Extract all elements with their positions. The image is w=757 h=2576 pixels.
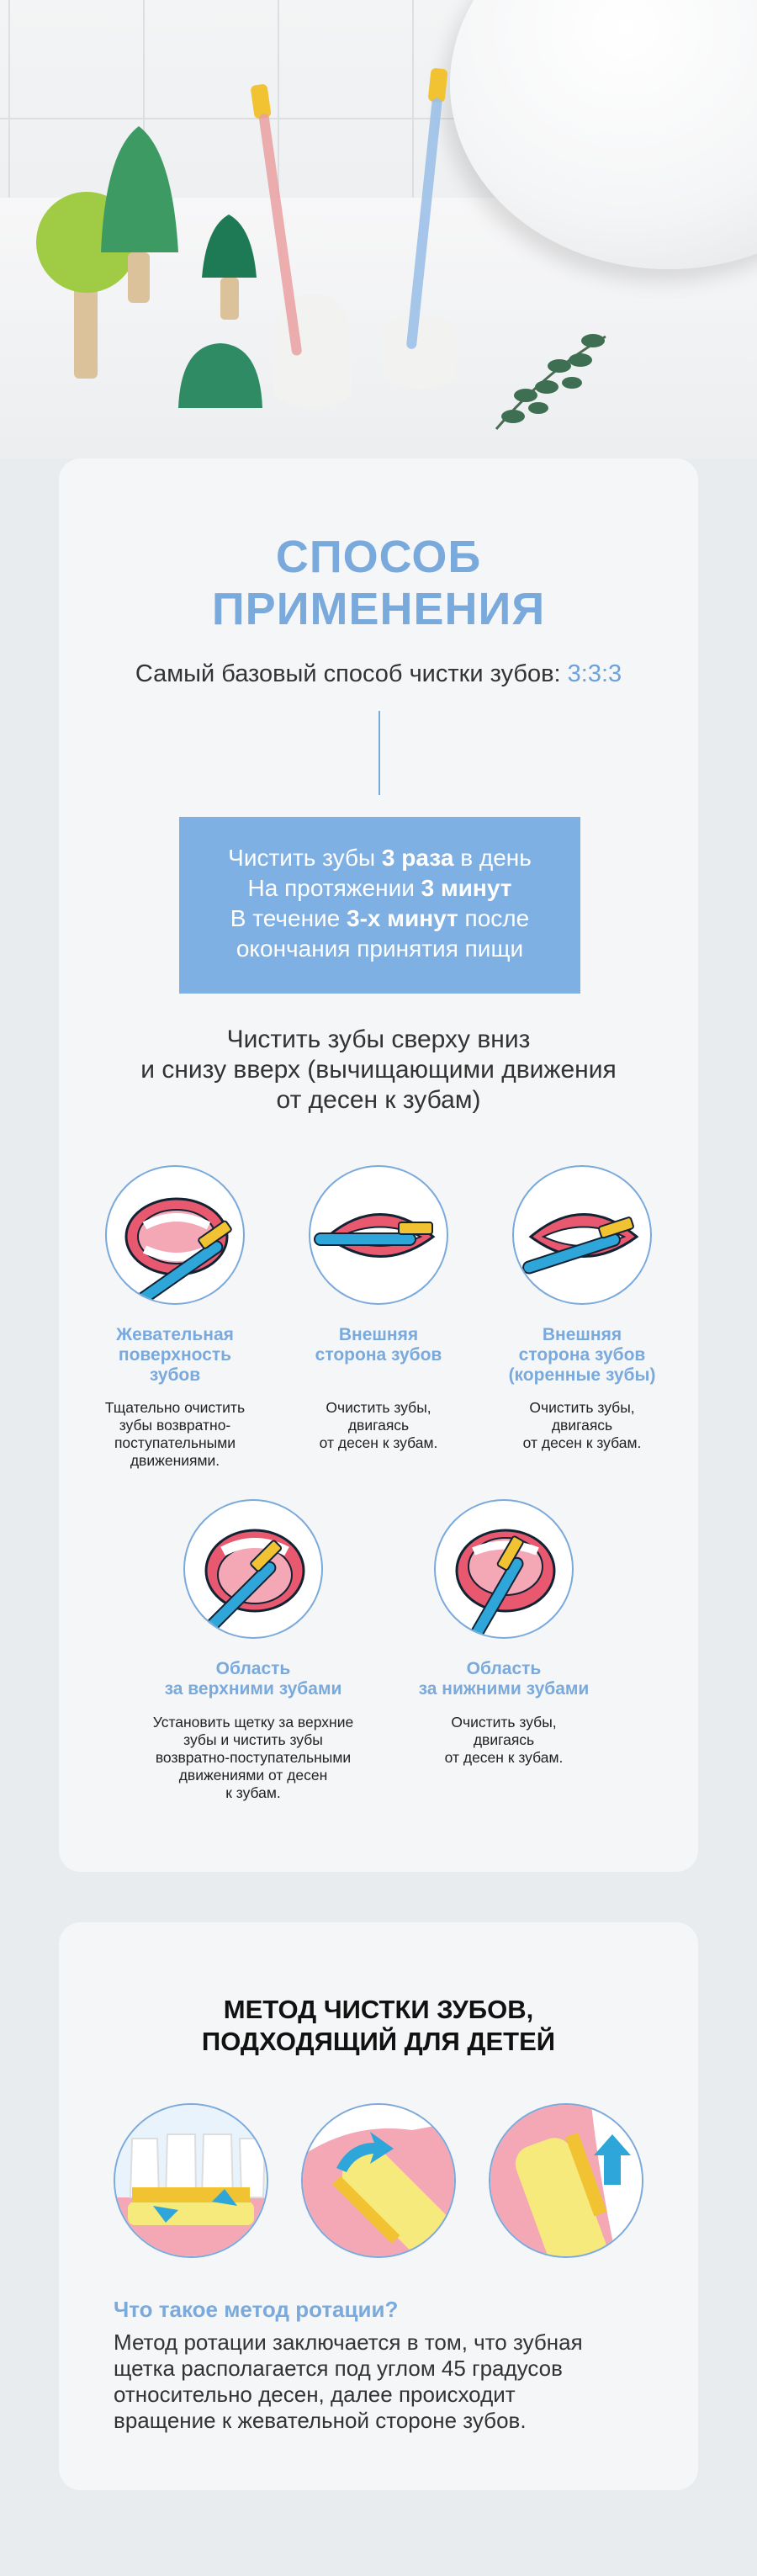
method-desc: Очистить зубы, двигаясь от десен к зубам.: [522, 1399, 642, 1451]
hero-photo: [0, 0, 757, 458]
question-heading: Что такое метод ротации?: [114, 2297, 399, 2322]
tree-drop: [202, 215, 257, 278]
section2-title-line1: МЕТОД ЧИСТКИ ЗУБОВ,: [223, 1995, 534, 2024]
method-desc: Тщательно очистить зубы возвратно- поступательными движениями.: [104, 1399, 246, 1469]
tree-trunk: [74, 286, 98, 379]
method-desc: Очистить зубы, двигаясь от десен к зубам.: [444, 1714, 564, 1766]
instruction-text: Чистить зубы сверху вниз и снизу вверх (вычищающими движения от десен к зубам): [140, 1026, 617, 1114]
bathroom-objects: [0, 0, 757, 458]
tree-trunk: [128, 252, 150, 303]
outer-molars-illustration: [512, 1165, 652, 1305]
upper-inner-illustration: [183, 1499, 323, 1639]
subtitle-accent: 3:3:3: [567, 660, 622, 687]
rotation-step2-illustration: [301, 2103, 456, 2258]
method-title: Внешняя сторона зубов (коренные зубы): [508, 1325, 656, 1385]
answer-text: Метод ротации заключается в том, что зубная щетка располагается под углом 45 градусов относительно десен, далее происходит вращение к жевательной стороне зубов.: [114, 2330, 583, 2433]
tree-cone: [101, 126, 178, 252]
pink-toothbrush: [250, 83, 304, 357]
blue-toothbrush: [402, 67, 448, 349]
tree-dome: [178, 343, 262, 408]
method-title: Внешняя сторона зубов: [315, 1325, 442, 1365]
rule-box: [179, 817, 580, 994]
section-title-line2: ПРИМЕНЕНИЯ: [211, 584, 546, 634]
section2-title-line2: ПОДХОДЯЩИЙ ДЛЯ ДЕТЕЙ: [201, 2027, 556, 2056]
method-title: Область за нижними зубами: [418, 1659, 590, 1699]
rule-line-3: В течение 3-х минут после: [230, 905, 530, 931]
rule-line-1: Чистить зубы 3 раза в день: [228, 845, 532, 871]
chewing-surface-illustration: [105, 1165, 245, 1305]
brush-holder: [273, 294, 352, 408]
usage-card: [59, 458, 698, 1872]
method-title: Область за верхними зубами: [164, 1659, 342, 1699]
method-desc: Установить щетку за верхние зубы и чистить зубы возвратно-поступательными движениями от десен к зубам.: [152, 1714, 354, 1801]
rule-line-2: На протяжении 3 минут: [247, 875, 512, 901]
kids-method-card: [59, 1922, 698, 2490]
subtitle-text: Самый базовый способ чистки зубов:: [135, 660, 568, 687]
outer-side-illustration: [309, 1165, 448, 1305]
section-subtitle: [59, 660, 698, 688]
tree-trunk: [220, 278, 239, 320]
method-desc: Очистить зубы, двигаясь от десен к зубам.: [319, 1399, 438, 1451]
eucalyptus-branch: [496, 334, 606, 429]
rotation-step3-illustration: [489, 2103, 643, 2258]
method-title: Жевательная поверхность зубов: [116, 1325, 234, 1385]
divider-line: [378, 711, 380, 795]
brush-holder: [383, 315, 456, 390]
rotation-step1-illustration: [114, 2103, 268, 2258]
rule-line-4: окончания принятия пищи: [236, 936, 524, 962]
lower-inner-illustration: [434, 1499, 574, 1639]
section-title-line1: СПОСОБ: [275, 532, 482, 582]
